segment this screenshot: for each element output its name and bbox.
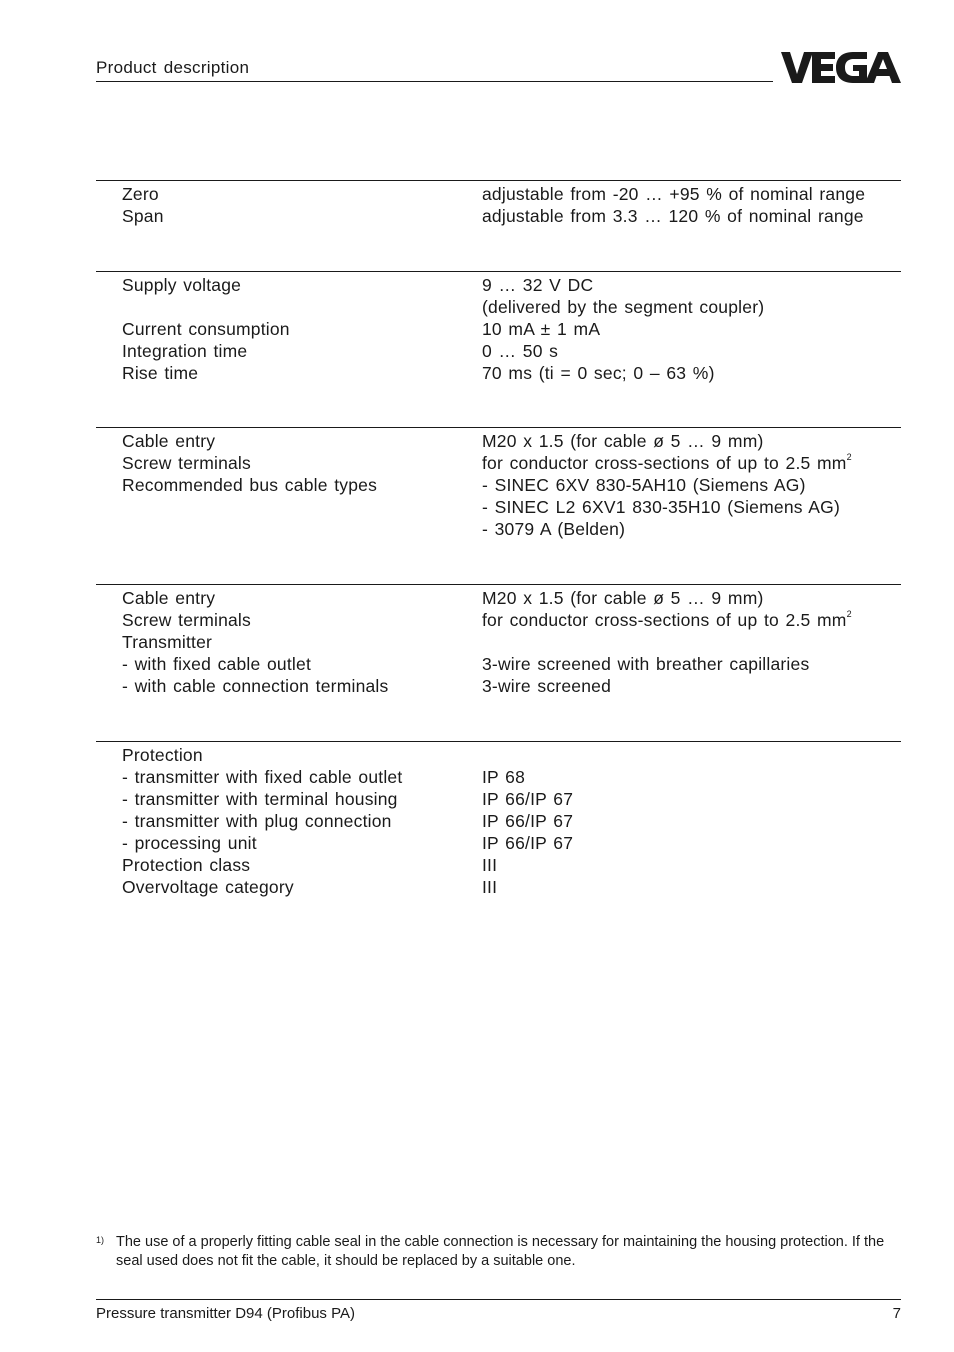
spec-section-protection [96, 741, 901, 896]
spec-row [96, 786, 901, 808]
spec-section-processing-unit-connection [96, 584, 901, 695]
spec-label: Protection class [122, 855, 251, 875]
spec-value: adjustable from 3.3 … 120 % of nominal range [482, 206, 864, 226]
page-number: 7 [892, 1305, 901, 1322]
spec-section-power-supply [96, 271, 901, 382]
spec-value: IP 68 [482, 767, 526, 787]
spec-row [96, 181, 901, 203]
page-header-title: Product description [96, 58, 250, 77]
spec-row [96, 808, 901, 830]
spec-label: Cable entry [122, 588, 216, 608]
spec-row [96, 764, 901, 786]
spec-label: Integration time [122, 341, 248, 361]
spec-label: Protection [122, 745, 203, 765]
spec-label: Current consumption [122, 319, 290, 339]
spec-label: Overvoltage category [122, 877, 294, 897]
spec-row [96, 516, 901, 538]
spec-label: Span [122, 206, 164, 226]
spec-row [96, 874, 901, 896]
spec-row [96, 494, 901, 516]
spec-value: - SINEC L2 6XV1 830-35H10 (Siemens AG) [482, 497, 841, 517]
spec-row [96, 629, 901, 651]
spec-value: 3-wire screened [482, 676, 611, 696]
spec-value: IP 66/IP 67 [482, 833, 574, 853]
spec-label: Transmitter [122, 632, 213, 652]
spec-label: Rise time [122, 363, 199, 383]
spec-value: 70 ms (ti = 0 sec; 0 – 63 %) [482, 363, 715, 383]
spec-section-adjustment [96, 180, 901, 225]
spec-label: Screw terminals [122, 453, 251, 473]
spec-value: III [482, 855, 498, 875]
spec-section-electrical-connection [96, 427, 901, 538]
spec-value: III [482, 877, 498, 897]
spec-value-text: for conductor cross-sections of up to 2.5 mm [482, 453, 847, 473]
spec-label: - with cable connection terminals [122, 676, 389, 696]
spec-label: - processing unit [122, 833, 257, 853]
spec-value [482, 609, 852, 631]
spec-row [96, 203, 901, 225]
spec-value: M20 x 1.5 (for cable ø 5 … 9 mm) [482, 588, 764, 608]
spec-value-text: for conductor cross-sections of up to 2.5 mm [482, 610, 847, 630]
spec-value: 0 … 50 s [482, 341, 559, 361]
spec-label: - transmitter with terminal housing [122, 789, 398, 809]
spec-row [96, 294, 901, 316]
spec-value: - SINEC 6XV 830-5AH10 (Siemens AG) [482, 475, 806, 495]
footer-divider [96, 1299, 901, 1300]
spec-label: - transmitter with plug connection [122, 811, 392, 831]
spec-row [96, 852, 901, 874]
spec-value [482, 452, 852, 474]
spec-value: adjustable from -20 … +95 % of nominal range [482, 184, 866, 204]
spec-row [96, 585, 901, 607]
vega-logo-mark [781, 50, 901, 85]
spec-row [96, 428, 901, 450]
spec-label: Recommended bus cable types [122, 475, 378, 495]
footnote-text: The use of a properly fitting cable seal in the cable connection is necessary for maintaining the housing protection. If the seal used does not fit the cable, it should be replaced by a suitable one. [116, 1234, 885, 1269]
footer-document-title: Pressure transmitter D94 (Profibus PA) [96, 1305, 355, 1322]
spec-label: Supply voltage [122, 275, 242, 295]
footnote-mark: 1) [96, 1235, 105, 1245]
spec-label: Cable entry [122, 431, 216, 451]
spec-row [96, 272, 901, 294]
spec-row [96, 673, 901, 695]
spec-label: Screw terminals [122, 610, 251, 630]
spec-value: IP 66/IP 67 [482, 789, 574, 809]
vega-logo [781, 50, 901, 85]
spec-value: 3-wire screened with breather capillaries [482, 654, 810, 674]
spec-row [96, 472, 901, 494]
spec-label: - with fixed cable outlet [122, 654, 312, 674]
spec-row [96, 830, 901, 852]
spec-row [96, 651, 901, 673]
spec-row [96, 742, 901, 764]
spec-value: 10 mA ± 1 mA [482, 319, 601, 339]
spec-row [96, 450, 901, 472]
spec-value: 9 … 32 V DC [482, 275, 594, 295]
superscript: 2 [846, 609, 852, 620]
superscript: 2 [846, 452, 852, 463]
spec-row [96, 360, 901, 382]
spec-row [96, 338, 901, 360]
spec-label: - transmitter with fixed cable outlet [122, 767, 403, 787]
spec-value: (delivered by the segment coupler) [482, 297, 765, 317]
spec-value: IP 66/IP 67 [482, 811, 574, 831]
spec-row [96, 607, 901, 629]
header-divider [96, 81, 773, 82]
spec-row [96, 316, 901, 338]
spec-value: M20 x 1.5 (for cable ø 5 … 9 mm) [482, 431, 764, 451]
spec-value: - 3079 A (Belden) [482, 519, 626, 539]
spec-label: Zero [122, 184, 159, 204]
